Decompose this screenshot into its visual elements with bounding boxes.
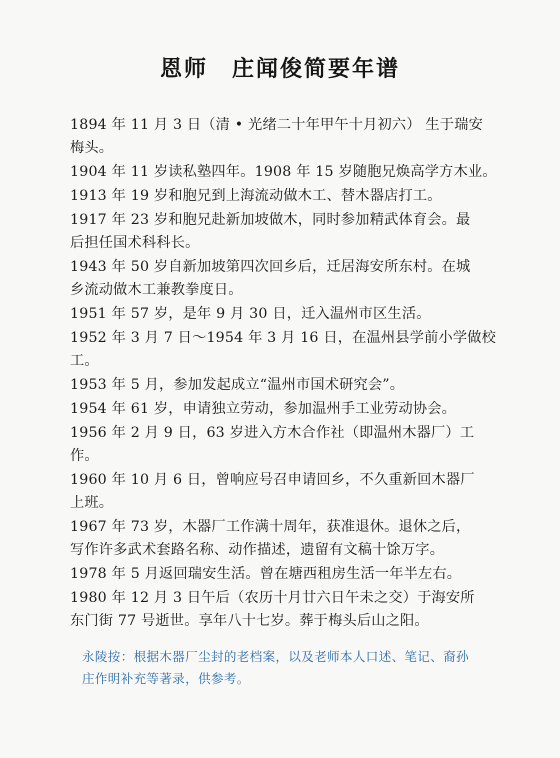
entry-line: 后担任国术科科长。 — [70, 235, 200, 251]
entry-line: 上班。 — [70, 495, 114, 511]
entry-line: 乡流动做木工兼教拳度日。 — [70, 282, 243, 298]
entry-line: 1894 年 11 月 3 日（清 • 光绪二十年甲午十月初六） 生于瑞安 — [70, 117, 483, 133]
entry-line: 1980 年 12 月 3 日午后（农历十月廿六日午未之交）于海安所 — [70, 590, 475, 606]
page-title: 恩师 庄闻俊简要年谱 — [159, 56, 400, 82]
entry-line: 1943 年 50 岁自新加坡第四次回乡后，迁居海安所东村。在城 — [70, 259, 471, 275]
chronology-entry — [70, 185, 500, 208]
chronology-entry — [70, 469, 500, 515]
chronology-entry — [70, 114, 500, 160]
chronology-entry — [70, 374, 500, 397]
note-line: 庄作明补充等著录，供参考。 — [82, 671, 250, 686]
chronology-entry — [70, 327, 500, 373]
editor-note — [82, 646, 502, 690]
chronology-entry — [70, 587, 500, 633]
chronology-entry — [70, 256, 500, 302]
entry-line: 梅头。 — [70, 140, 114, 156]
chronology-entry — [70, 563, 500, 586]
entry-line: 1956 年 2 月 9 日，63 岁进入方木合作社（即温州木器厂）工 — [70, 425, 475, 441]
chronology-entry — [70, 209, 500, 255]
entry-line: 1952 年 3 月 7 日～1954 年 3 月 16 日，在温州县学前小学做校 — [70, 330, 497, 346]
entry-line: 1904 年 11 岁读私塾四年。1908 年 15 岁随胞兄焕高学方木业。 — [70, 164, 497, 180]
entry-line: 写作许多武术套路名称、动作描述，遗留有文稿十馀万字。 — [70, 542, 445, 558]
entry-line: 1913 年 19 岁和胞兄到上海流动做木工、替木器店打工。 — [70, 188, 442, 204]
entry-line: 东门街 77 号逝世。享年八十七岁。葬于梅头后山之阳。 — [70, 613, 429, 629]
note-line: 永陵按：根据木器厂尘封的老档案，以及老师本人口述、笔记、裔孙 — [82, 649, 470, 664]
entry-line: 作。 — [70, 448, 99, 464]
chronology-entry — [70, 303, 500, 326]
entry-line: 1917 年 23 岁和胞兄赴新加坡做木，同时参加精武体育会。最 — [70, 212, 471, 228]
entry-line: 1953 年 5 月，参加发起成立“温州市国术研究会”。 — [70, 377, 405, 393]
entry-line: 1978 年 5 月返回瑞安生活。曾在塘西租房生活一年半左右。 — [70, 566, 462, 582]
entry-line: 1951 年 57 岁，是年 9 月 30 日，迁入温州市区生活。 — [70, 306, 431, 322]
entry-line: 1960 年 10 月 6 日，曾响应号召申请回乡，不久重新回木器厂 — [70, 472, 475, 488]
chronology-entry — [70, 398, 500, 421]
chronology-entry — [70, 516, 500, 562]
entry-line: 1967 年 73 岁，木器厂工作满十周年，获准退休。退休之后， — [70, 519, 471, 535]
chronology-entry — [70, 422, 500, 468]
chronology-list — [70, 114, 500, 634]
entry-line: 工。 — [70, 353, 99, 369]
entry-line: 1954 年 61 岁，申请独立劳动，参加温州手工业劳动协会。 — [70, 401, 457, 417]
chronology-entry — [70, 161, 500, 184]
